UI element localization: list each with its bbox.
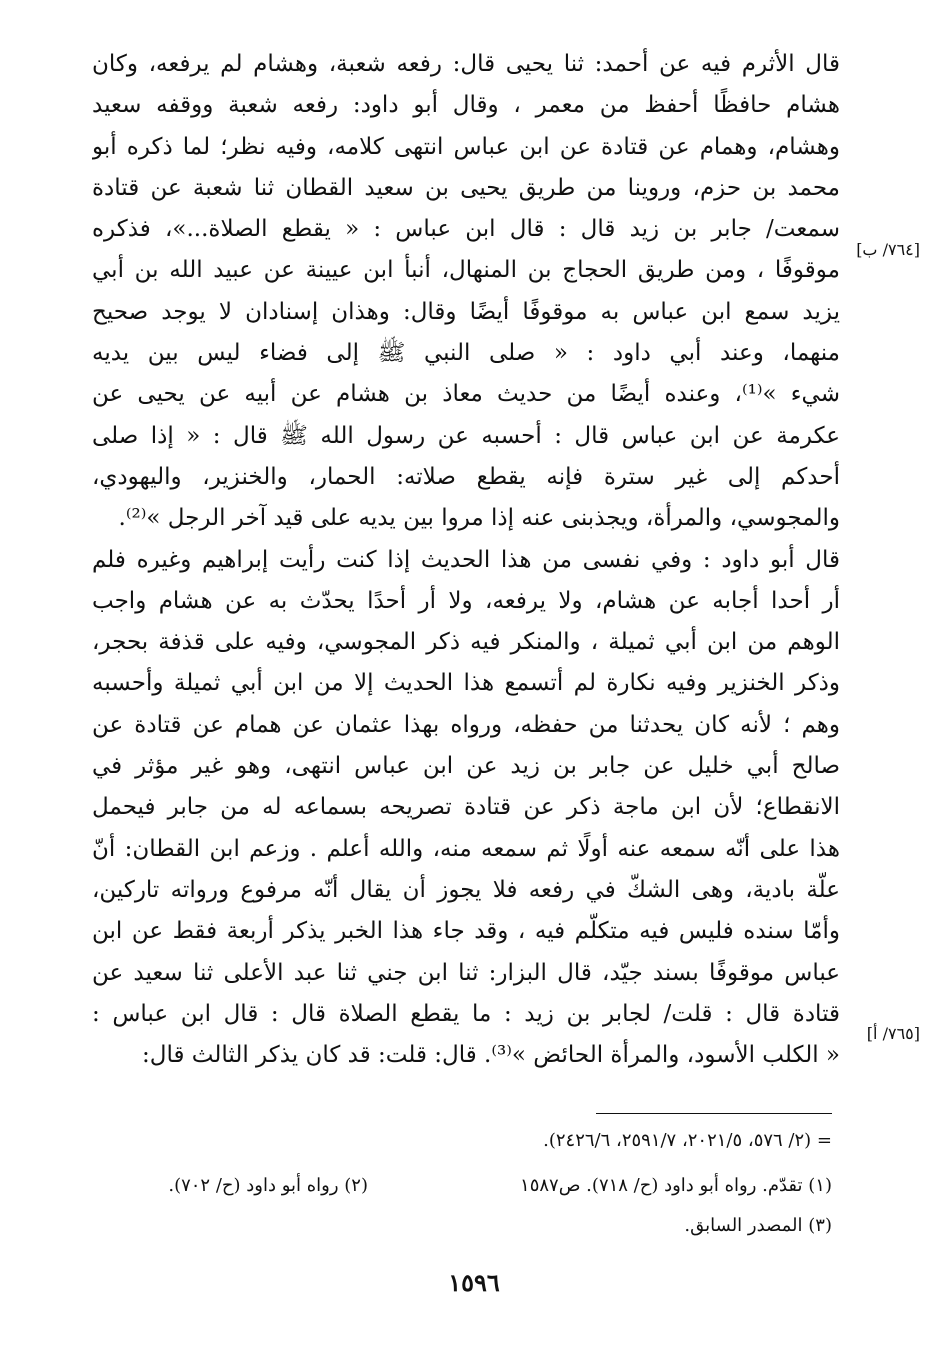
footnote-2: (٢) رواه أبو داود (ح/ ٧٠٢).	[168, 1175, 368, 1196]
text-line: علّة بادية، وهى الشكّ في رفعه فلا يجوز أن يقال أنّه مرفوع ورواته تاركين،	[92, 876, 840, 903]
text-line: أحدكم إلى غير سترة فإنه يقطع صلاته: الحمار، والخنزير، واليهودي،	[92, 463, 840, 490]
margin-note-folio-765a: [٧٦٥/ أ]	[866, 1024, 920, 1043]
margin-note-folio-764b: [٧٦٤/ ب]	[856, 240, 920, 259]
text-line: قال أبو داود : وفي نفسى من هذا الحديث إذا كنت رأيت إبراهيم وغيره فلم	[92, 546, 840, 573]
text-line: الانقطاع؛ لأن ابن ماجة ذكر عن قتادة تصريحه بسماعه له من جابر فيحمل	[92, 794, 840, 821]
text-line: وهشام، وهمام عن قتادة عن ابن عباس انتهى كلامه، وفيه نظر؛ لما ذكره أبو	[92, 133, 840, 160]
footnote-3: (٣) المصدر السابق.	[684, 1215, 832, 1236]
text-line: والمجوسي، والمرأة، ويجذبنى عنه إذا مروا بين يديه على قيد آخر الرجل »⁽²⁾.	[118, 505, 840, 532]
text-line: يزيد سمع ابن عباس به موقوفًا أيضًا وقال: وهذان إسنادان لا يوجد صحيح	[92, 298, 840, 325]
text-line: هشام حافظًا أحفظ من معمر ، وقال أبو داود: رفعه شعبة ووقفه سعيد	[92, 92, 840, 119]
text-line: عباس موقوفًا بسند جيّد، قال البزار: ثنا ابن جني ثنا عبد الأعلى ثنا سعيد عن	[92, 959, 840, 986]
text-line: الوهم من ابن أبي ثميلة ، والمنكر فيه ذكر المجوسي، وفيه على قذفة بحجر،	[92, 629, 840, 656]
footnote-continuation: = (٢/ ٥٧٦، ٢٠٢١/٥، ٢٥٩١/٧، ٢٤٢٦/٦).	[543, 1130, 832, 1151]
text-line: وذكر الخنزير وفيه نكارة لم أتسمع هذا الحديث إلا من ابن أبي ثميلة وأحسبه	[92, 670, 840, 697]
text-line: أر أحدا أجابه عن هشام، ولا يرفعه، ولا أر أحدًا يحدّث به عن هشام واجب	[92, 587, 840, 614]
text-line: صالح أبي خليل عن جابر بن زيد عن ابن عباس انتهى، وهو غير مؤثر في	[92, 753, 840, 780]
text-line: قتادة قال : قلت/ لجابر بن زيد : ما يقطع الصلاة قال : قال ابن عباس :	[92, 1000, 840, 1027]
main-text	[92, 44, 840, 1076]
footnote-separator	[596, 1113, 832, 1114]
text-line: وهم ؛ لأنه كان يحدثنا من حفظه، ورواه بهذا عثمان عن همام عن قتادة عن	[92, 711, 840, 738]
text-line: منهما، وعند أبي داود : « صلى النبي ﷺ إلى فضاء ليس بين يديه	[92, 340, 840, 367]
text-line: قال الأثرم فيه عن أحمد: ثنا يحيى قال: رفعه شعبة، وهشام لم يرفعه، وكان	[92, 51, 840, 77]
text-line: عكرمة عن ابن عباس قال : أحسبه عن رسول الله ﷺ قال : « إذا صلى	[92, 422, 840, 449]
text-line: هذا على أنّه سمعه عنه أولًا ثم سمعه منه، والله أعلم . وزعم ابن القطان: أنّ	[92, 835, 840, 862]
text-line: وأمّا سنده فليس فيه متكلّم فيه ، وقد جاء هذا الخبر يذكر أربعة فقط عن ابن	[92, 918, 840, 945]
footnote-1: (١) تقدّم. رواه أبو داود (ح/ ٧١٨). ص١٥٨٧	[520, 1175, 832, 1196]
text-line: شيء »⁽¹⁾، وعنده أيضًا من حديث معاذ بن هشام عن أبيه عن يحيى عن	[92, 381, 840, 408]
page-number: ١٥٩٦	[448, 1268, 500, 1297]
text-line: محمد بن حزم، وروينا من طريق يحيى بن سعيد القطان ثنا شعبة عن قتادة	[92, 174, 840, 201]
text-line: سمعت/ جابر بن زيد قال : قال ابن عباس : « يقطع الصلاة...»، فذكره	[92, 216, 840, 243]
text-line: موقوفًا ، ومن طريق الحجاج بن المنهال، أنبأ ابن عيينة عن عبيد الله بن أبي	[92, 257, 840, 284]
text-line: « الكلب الأسود، والمرأة الحائض »⁽³⁾. قال: قلت: قد كان يذكر الثالث قال:	[142, 1042, 840, 1069]
